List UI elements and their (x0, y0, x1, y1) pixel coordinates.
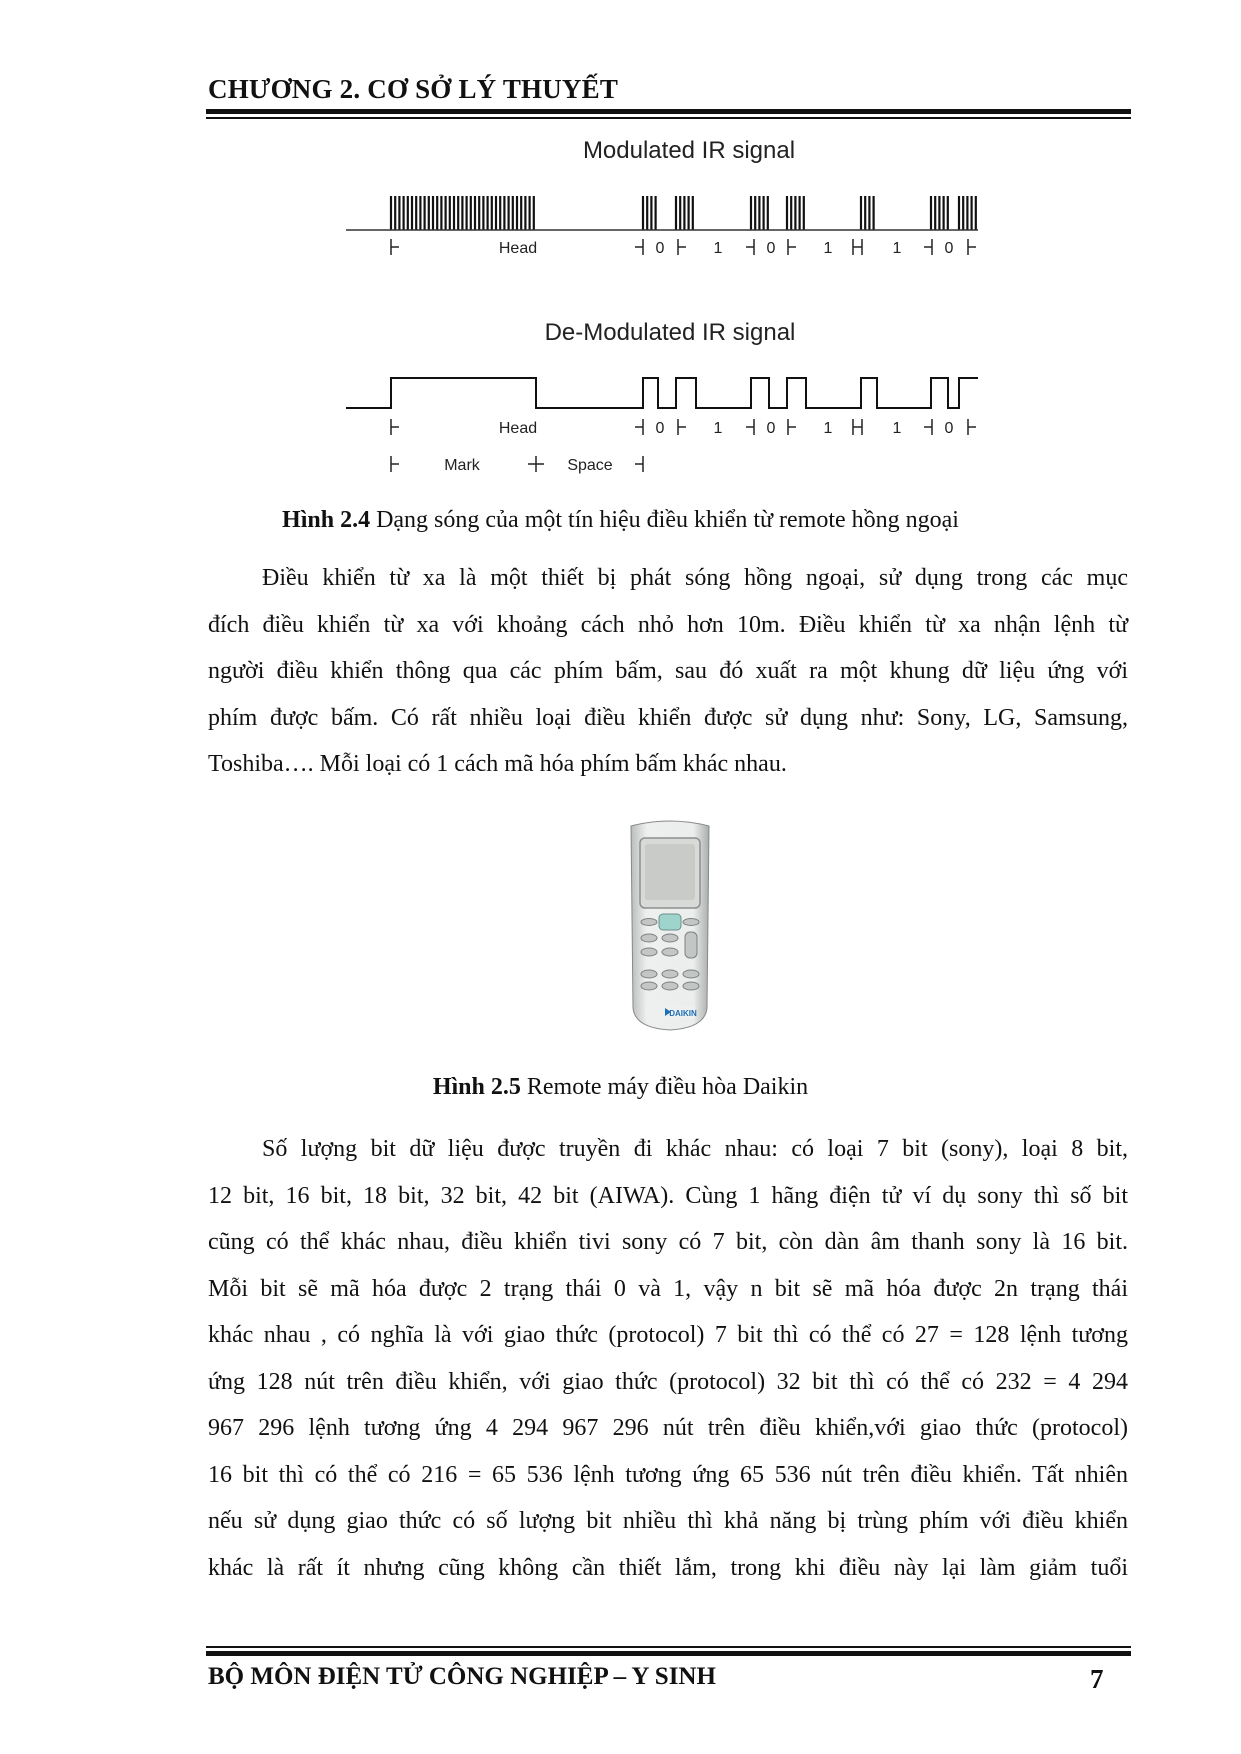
bit-label: 1 (892, 240, 902, 257)
bit-label: 0 (944, 420, 954, 437)
space-label: Space (567, 457, 613, 474)
head-label: Head (498, 420, 538, 437)
paragraph-line: 967 296 lệnh tương ứng 4 294 967 296 nút trên điều khiển,với giao thức (protocol) (208, 1415, 1128, 1441)
paragraph-line: người điều khiển thông qua các phím bấm, sau đó xuất ra một khung dữ liệu ứng với (208, 658, 1128, 684)
chapter-header: CHƯƠNG 2. CƠ SỞ LÝ THUYẾT (208, 74, 619, 104)
figure-2-4-caption (0, 507, 1241, 534)
bit-label: 1 (823, 420, 833, 437)
modulated-bursts (391, 196, 976, 230)
page-number: 7 (1090, 1664, 1104, 1694)
paragraph-remote-intro (208, 555, 1128, 788)
bit-label: 0 (766, 420, 776, 437)
paragraph-line: Điều khiển từ xa là một thiết bị phát sóng hồng ngoại, sử dụng trong các mục (262, 565, 1128, 591)
paragraph-line: Toshiba…. Mỗi loại có 1 cách mã hóa phím bấm khác nhau. (208, 751, 787, 777)
bit-label: 0 (766, 240, 776, 257)
figure-2-5-caption-number: Hình 2.5 (432, 1074, 521, 1100)
figure-2-5-caption-text: Remote máy điều hòa Daikin (520, 1074, 809, 1100)
bit-label: 1 (713, 420, 723, 437)
paragraph-line: đích điều khiển từ xa với khoảng cách nhỏ hơn 10m. Điều khiển từ xa nhận lệnh từ (208, 611, 1128, 638)
paragraph-line: 16 bit thì có thể có 216 = 65 536 lệnh tương ứng 65 536 nút trên điều khiển. Tất nhiên (208, 1461, 1128, 1488)
footer-department: BỘ MÔN ĐIỆN TỬ CÔNG NGHIỆP – Y SINH (208, 1663, 716, 1690)
head-label: Head (498, 240, 538, 257)
remote-brand-logo: DAIKIN (669, 1009, 697, 1018)
bit-label: 1 (713, 240, 723, 257)
paragraph-line: Số lượng bit dữ liệu được truyền đi khác nhau: có loại 7 bit (sony), loại 8 bit, (262, 1136, 1128, 1162)
footer-rule-thick (206, 1651, 1131, 1656)
footer-rule-thin (206, 1646, 1131, 1648)
paragraph-line: khác là rất ít nhưng cũng không cần thiết lắm, trong khi điều này lại làm giảm tuổi (208, 1554, 1128, 1581)
bit-label: 0 (655, 420, 665, 437)
paragraph-line: ứng 128 nút trên điều khiển, với giao thức (protocol) 32 bit thì có thể có 232 = 4 294 (208, 1368, 1128, 1395)
remote-power-button (659, 914, 681, 930)
figure-2-4-caption-text: Dạng sóng của một tín hiệu điều khiển từ remote hồng ngoại (370, 507, 959, 533)
paragraph-line: Mỗi bit sẽ mã hóa được 2 trạng thái 0 và 1, vậy n bit sẽ mã hóa được 2n trạng thái (208, 1275, 1128, 1302)
daikin-remote-image (625, 818, 715, 1033)
figure-2-5-caption (0, 1074, 1241, 1101)
paragraph-line: phím được bấm. Có rất nhiều loại điều khiển được sử dụng như: Sony, LG, Samsung, (208, 704, 1128, 731)
paragraph-line: khác nhau , có nghĩa là với giao thức (protocol) 7 bit thì có thể có 27 = 128 lệnh tương (208, 1322, 1128, 1348)
figure-2-4-caption-number: Hình 2.4 (282, 507, 371, 533)
ir-signal-figure (0, 120, 1241, 500)
paragraph-line: nếu sử dụng giao thức có số lượng bit nhiều thì khả năng bị trùng phím với điều khiển (208, 1508, 1128, 1534)
demodulated-title: De-Modulated IR signal (544, 319, 796, 346)
modulated-title: Modulated IR signal (582, 137, 796, 164)
paragraph-bit-count (208, 1126, 1128, 1591)
bit-label: 0 (655, 240, 665, 257)
mark-label: Mark (444, 457, 480, 474)
header-rule-thick (206, 109, 1131, 114)
paragraph-line: cũng có thể khác nhau, điều khiển tivi sony có 7 bit, còn dàn âm thanh sony là 16 bit. (208, 1229, 1128, 1255)
demodulated-waveform (346, 378, 978, 408)
bit-label: 0 (944, 240, 954, 257)
bit-label: 1 (892, 420, 902, 437)
header-rule-thin (206, 117, 1131, 119)
bit-label: 1 (823, 240, 833, 257)
paragraph-line: 12 bit, 16 bit, 18 bit, 32 bit, 42 bit (AIWA). Cùng 1 hãng điện tử ví dụ sony thì số bit (208, 1182, 1128, 1209)
